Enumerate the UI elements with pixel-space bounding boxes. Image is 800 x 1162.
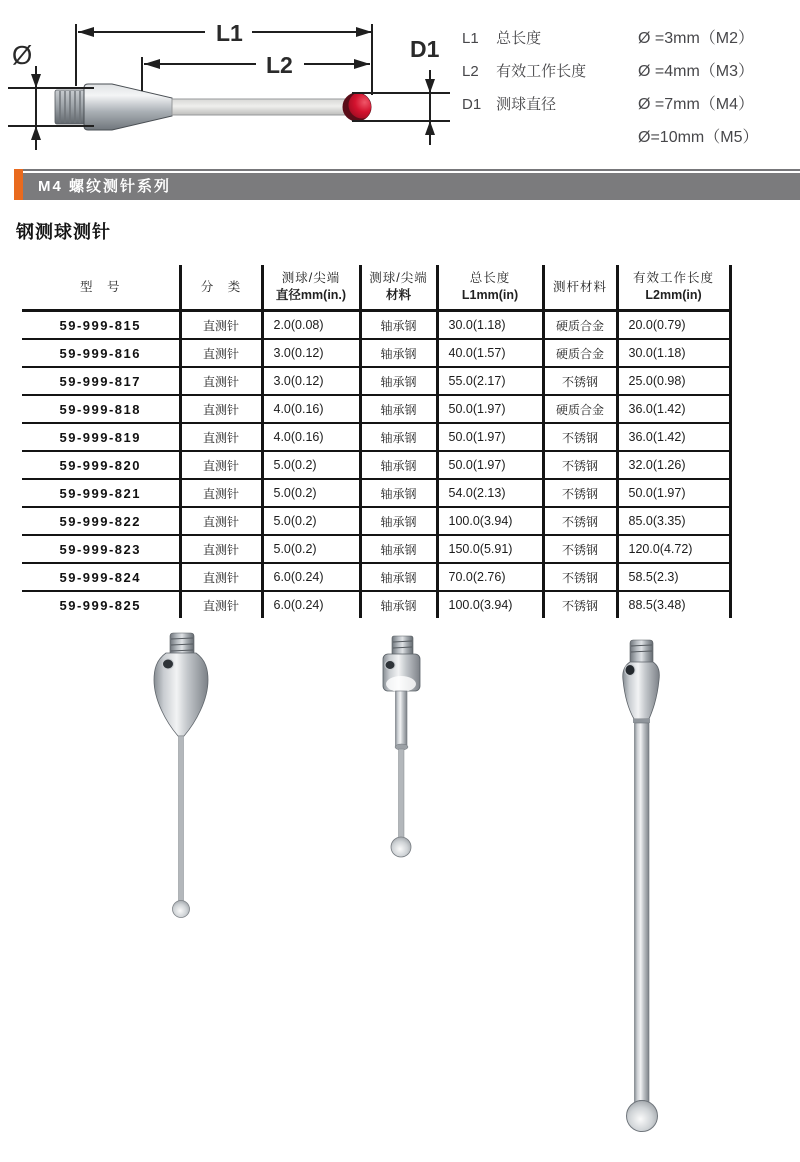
- cell-model: 59-999-820: [22, 451, 180, 479]
- cell-tip-material: 轴承钢: [360, 535, 437, 563]
- cell-total-length: 150.0(5.91): [437, 535, 543, 563]
- cell-tip-material: 轴承钢: [360, 395, 437, 423]
- cell-tip-material: 轴承钢: [360, 311, 437, 340]
- header-category: 分 类: [180, 265, 262, 311]
- cell-tip-material: 轴承钢: [360, 563, 437, 591]
- cell-model: 59-999-821: [22, 479, 180, 507]
- cell-stem-material: 不锈钢: [543, 367, 617, 395]
- cell-working-length: 58.5(2.3): [617, 563, 730, 591]
- cell-tip-diameter: 6.0(0.24): [262, 591, 360, 618]
- table-row: [22, 367, 730, 395]
- cell-category: 直测针: [180, 535, 262, 563]
- cell-tip-diameter: 6.0(0.24): [262, 563, 360, 591]
- cell-tip-diameter: 3.0(0.12): [262, 367, 360, 395]
- legend-diameter-list: [638, 22, 798, 154]
- table-row: [22, 339, 730, 367]
- table-row: [22, 563, 730, 591]
- cell-tip-material: 轴承钢: [360, 339, 437, 367]
- cell-total-length: 70.0(2.76): [437, 563, 543, 591]
- stepped-shaft-stylus-image: [383, 636, 420, 857]
- cell-stem-material: 不锈钢: [543, 479, 617, 507]
- label-dia: Ø: [12, 40, 33, 70]
- cell-stem-material: 不锈钢: [543, 507, 617, 535]
- cell-model: 59-999-825: [59, 597, 141, 613]
- series-bar-topline: [14, 169, 800, 171]
- cell-model: 59-999-822: [22, 507, 180, 535]
- legend-item-d1: D1 测球直径: [462, 96, 557, 113]
- cell-total-length: 50.0(1.97): [437, 451, 543, 479]
- cell-category: 直测针: [180, 507, 262, 535]
- cell-tip-material: 轴承钢: [360, 423, 437, 451]
- cell-total-length: 100.0(3.94): [437, 591, 543, 618]
- cell-model: 59-999-819: [22, 423, 180, 451]
- legend-diameter-m2: Ø =3mm（M2）: [638, 30, 755, 47]
- label-l2: L2: [266, 52, 293, 78]
- cell-category: 直测针: [180, 395, 262, 423]
- cell-working-length: 20.0(0.79): [617, 311, 730, 340]
- stylus-dimension-diagram: [0, 0, 460, 168]
- cell-tip-diameter: 3.0(0.12): [262, 339, 360, 367]
- header-stem-material: 测杆材料: [543, 265, 617, 311]
- cell-tip-diameter: 4.0(0.16): [262, 423, 360, 451]
- table-row: [22, 479, 730, 507]
- header-tip-diameter: 测球/尖端 直径mm(in.): [262, 265, 360, 311]
- table-body: [22, 311, 730, 619]
- cell-category: 直测针: [180, 479, 262, 507]
- cell-model: 59-999-817: [22, 367, 180, 395]
- cell-total-length: 50.0(1.97): [437, 423, 543, 451]
- cell-total-length: 55.0(2.17): [437, 367, 543, 395]
- cell-total-length: 40.0(1.57): [437, 339, 543, 367]
- cell-tip-diameter: 5.0(0.2): [262, 507, 360, 535]
- label-l1: L1: [216, 20, 243, 46]
- cell-tip-diameter: 4.0(0.16): [262, 395, 360, 423]
- cell-working-length: 32.0(1.26): [617, 451, 730, 479]
- cell-working-length: 120.0(4.72): [617, 535, 730, 563]
- cell-category: 直测针: [180, 367, 262, 395]
- table-header: [22, 265, 730, 311]
- cell-tip-diameter: 2.0(0.08): [262, 311, 360, 340]
- header-model: 型 号: [22, 265, 180, 311]
- cell-working-length: 30.0(1.18): [617, 339, 730, 367]
- stylus-drawing: [55, 84, 376, 130]
- table-row: [22, 423, 730, 451]
- header-working-length: 有效工作长度 L2mm(in): [617, 265, 730, 311]
- cell-tip-material: 轴承钢: [360, 479, 437, 507]
- legend-dimension-list: [462, 22, 638, 154]
- cell-working-length: 50.0(1.97): [617, 479, 730, 507]
- cell-stem-material: 硬质合金: [543, 395, 617, 423]
- cell-working-length: 85.0(3.35): [617, 507, 730, 535]
- table-row: [22, 591, 730, 618]
- cell-category: 直测针: [180, 563, 262, 591]
- table-row: [22, 451, 730, 479]
- cell-category: 直测针: [180, 591, 262, 618]
- cell-tip-diameter: 5.0(0.2): [262, 479, 360, 507]
- cell-working-length: 36.0(1.42): [617, 423, 730, 451]
- cell-tip-material: 轴承钢: [360, 451, 437, 479]
- series-title: M4 螺纹测针系列: [38, 178, 172, 195]
- cell-stem-material: 不锈钢: [543, 591, 617, 618]
- cell-working-length: 36.0(1.42): [617, 395, 730, 423]
- legend-item-l2: L2 有效工作长度: [462, 63, 587, 80]
- cell-total-length: 100.0(3.94): [437, 507, 543, 535]
- long-ball-stylus-image: [623, 640, 660, 1132]
- section-title: 钢测球测针: [16, 222, 111, 242]
- cell-stem-material: 不锈钢: [543, 563, 617, 591]
- table-row: [22, 311, 730, 340]
- table-row: [22, 395, 730, 423]
- cell-category: 直测针: [180, 339, 262, 367]
- cell-model: 59-999-824: [22, 563, 180, 591]
- stylus-spec-table: [22, 265, 732, 618]
- cell-working-length: 88.5(3.48): [617, 591, 730, 618]
- cell-stem-material: 不锈钢: [543, 451, 617, 479]
- cell-tip-diameter: 5.0(0.2): [262, 535, 360, 563]
- legend-diameter-m3: Ø =4mm（M3）: [638, 63, 755, 80]
- short-ball-stylus-image: [154, 633, 208, 918]
- cell-stem-material: 硬质合金: [543, 339, 617, 367]
- legend-diameter-m5: Ø=10mm（M5）: [638, 129, 759, 146]
- label-d1: D1: [410, 36, 440, 62]
- dimension-legend: [462, 22, 798, 154]
- cell-total-length: 30.0(1.18): [437, 311, 543, 340]
- legend-diameter-m4: Ø =7mm（M4）: [638, 96, 755, 113]
- header-tip-material: 测球/尖端 材料: [360, 265, 437, 311]
- cell-tip-material: 轴承钢: [360, 507, 437, 535]
- cell-category: 直测针: [180, 311, 262, 340]
- cell-stem-material: 不锈钢: [543, 423, 617, 451]
- cell-model: 59-999-816: [22, 339, 180, 367]
- cell-model: 59-999-815: [22, 311, 180, 340]
- cell-total-length: 54.0(2.13): [437, 479, 543, 507]
- cell-category: 直测针: [180, 451, 262, 479]
- series-accent-mark: [14, 169, 23, 200]
- cell-tip-material: 轴承钢: [360, 367, 437, 395]
- cell-stem-material: 硬质合金: [543, 311, 617, 340]
- table-row: [22, 507, 730, 535]
- header-total-length: 总长度 L1mm(in): [437, 265, 543, 311]
- cell-working-length: 25.0(0.98): [617, 367, 730, 395]
- table-row: [22, 535, 730, 563]
- cell-tip-diameter: 5.0(0.2): [262, 451, 360, 479]
- cell-model: 59-999-823: [22, 535, 180, 563]
- cell-category: 直测针: [180, 423, 262, 451]
- cell-tip-material: 轴承钢: [360, 591, 437, 618]
- cell-model: 59-999-818: [22, 395, 180, 423]
- legend-item-l1: L1 总长度: [462, 30, 542, 47]
- cell-stem-material: 不锈钢: [543, 535, 617, 563]
- cell-total-length: 50.0(1.97): [437, 395, 543, 423]
